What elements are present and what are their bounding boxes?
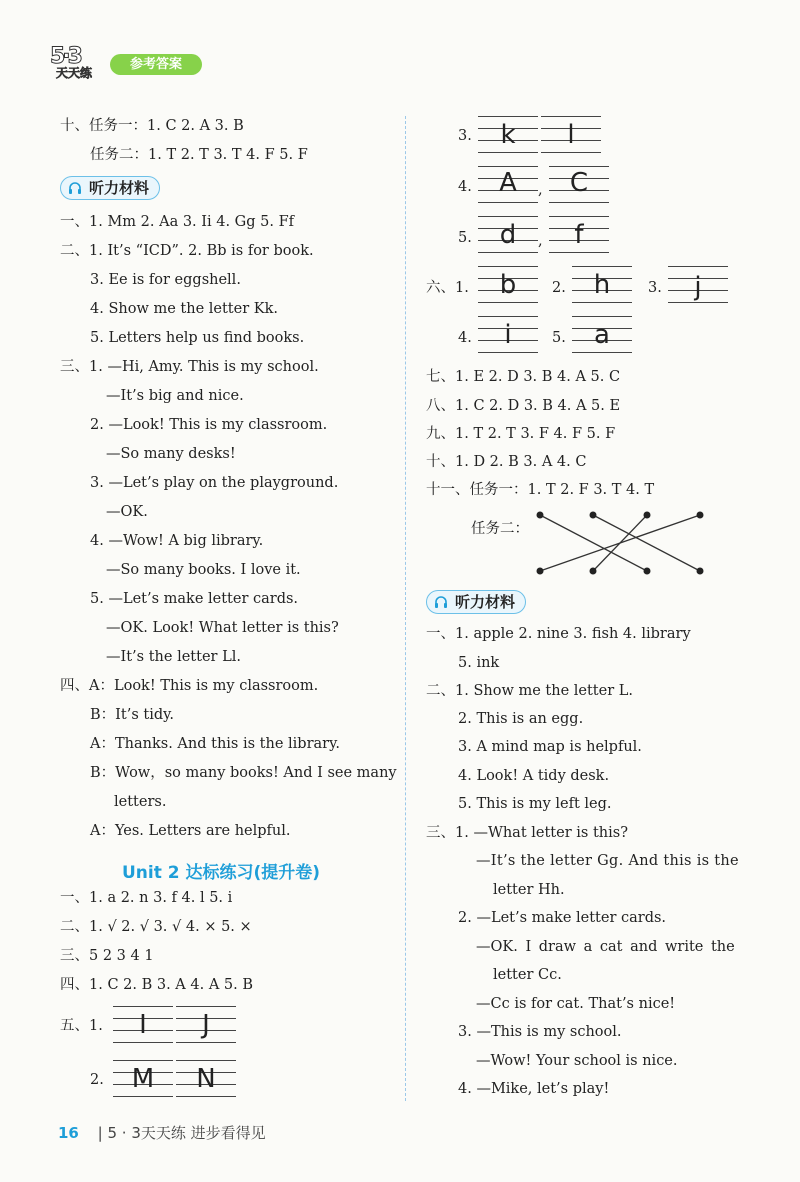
writing-lines bbox=[549, 216, 609, 254]
answer-line: 十一、任务一：1. T 2. F 3. T 4. T bbox=[426, 482, 655, 498]
section-10-task-1: 十、任务一：1. C 2. A 3. B bbox=[60, 118, 244, 134]
footer-separator: | bbox=[97, 1124, 103, 1142]
writing-lines bbox=[668, 266, 728, 304]
listening-material-heading bbox=[426, 590, 526, 614]
listening-line: 3. —This is my school. bbox=[458, 1024, 622, 1040]
listening-line: 5. ink bbox=[458, 655, 500, 671]
logo-subtitle: 天天练 bbox=[56, 66, 93, 80]
listening-line: 5. This is my left leg. bbox=[458, 796, 612, 812]
match-dot bbox=[644, 568, 651, 575]
listening-line: 5. Letters help us find books. bbox=[90, 330, 305, 346]
answer-line: 七、1. E 2. D 3. B 4. A 5. C bbox=[426, 369, 621, 385]
writing-lines bbox=[572, 266, 632, 304]
written-letter: C bbox=[569, 168, 589, 198]
writing-lines bbox=[113, 1060, 173, 1098]
comma: , bbox=[538, 182, 543, 198]
listening-line: —So many desks! bbox=[106, 446, 236, 462]
answer-line: 一、1. a 2. n 3. f 4. l 5. i bbox=[60, 890, 233, 906]
page-number: 16 bbox=[58, 1124, 79, 1142]
listening-line: 4. —Wow! A big library. bbox=[90, 533, 264, 549]
writing-lines bbox=[176, 1006, 236, 1044]
writing-lines bbox=[478, 116, 538, 154]
listening-line: —OK. bbox=[106, 504, 148, 520]
written-letter: l bbox=[567, 120, 575, 150]
listening-line: —Wow! Your school is nice. bbox=[476, 1053, 678, 1069]
written-letter: M bbox=[131, 1064, 155, 1094]
answer-line: 九、1. T 2. T 3. F 4. F 5. F bbox=[426, 426, 616, 442]
listening-line: 三、1. —Hi, Amy. This is my school. bbox=[60, 359, 319, 375]
written-letter: i bbox=[504, 320, 512, 350]
listening-line: 2. —Let’s make letter cards. bbox=[458, 910, 667, 926]
matching-diagram bbox=[530, 505, 710, 580]
listening-line: 二、1. It’s “ICD”. 2. Bb is for book. bbox=[60, 243, 314, 259]
match-dot bbox=[590, 512, 597, 519]
logo bbox=[50, 46, 106, 80]
listening-line: —OK. Look! What letter is this? bbox=[106, 620, 339, 636]
writing-lines bbox=[541, 116, 601, 154]
match-dot bbox=[537, 512, 544, 519]
listening-line: 一、1. Mm 2. Aa 3. Ii 4. Gg 5. Ff bbox=[60, 214, 295, 230]
answer-line: 三、5 2 3 4 1 bbox=[60, 948, 154, 964]
listening-line: 一、1. apple 2. nine 3. fish 4. library bbox=[426, 626, 691, 642]
match-dot bbox=[590, 568, 597, 575]
answer-line: 二、1. √ 2. √ 3. √ 4. × 5. × bbox=[60, 919, 252, 935]
written-letter: J bbox=[202, 1010, 210, 1040]
match-line bbox=[593, 515, 700, 571]
writing-lines bbox=[478, 166, 538, 204]
match-dot bbox=[697, 568, 704, 575]
match-dot bbox=[644, 512, 651, 519]
listening-title: 听力材料 bbox=[455, 593, 516, 611]
listening-line: 3. —Let’s play on the playground. bbox=[90, 475, 339, 491]
listening-line: 5. —Let’s make letter cards. bbox=[90, 591, 299, 607]
answer-label: 五、1. bbox=[60, 1018, 103, 1034]
answer-label: 3. bbox=[458, 128, 472, 144]
answer-label: 5. bbox=[552, 330, 566, 346]
listening-line: —OK. I draw a cat and write the bbox=[476, 939, 735, 955]
written-letter: f bbox=[574, 220, 584, 250]
answer-label: 5. bbox=[458, 230, 472, 246]
footer-slogan: 5 · 3天天练 进步看得见 bbox=[107, 1124, 266, 1142]
writing-lines bbox=[113, 1006, 173, 1044]
listening-line: letters. bbox=[114, 794, 167, 810]
listening-line: —It’s the letter Ll. bbox=[106, 649, 241, 665]
listening-line: —So many books. I love it. bbox=[106, 562, 301, 578]
answer-label: 4. bbox=[458, 179, 472, 195]
listening-line: 2. —Look! This is my classroom. bbox=[90, 417, 328, 433]
listening-line: A：Thanks. And this is the library. bbox=[90, 736, 340, 752]
answer-line: 十、1. D 2. B 3. A 4. C bbox=[426, 454, 587, 470]
writing-lines bbox=[478, 316, 538, 354]
listening-line: letter Cc. bbox=[493, 967, 562, 983]
listening-line: —It’s big and nice. bbox=[106, 388, 244, 404]
listening-line: A：Yes. Letters are helpful. bbox=[90, 823, 291, 839]
listening-line: 二、1. Show me the letter L. bbox=[426, 683, 633, 699]
task-2-label: 任务二： bbox=[471, 521, 529, 537]
answer-label: 4. bbox=[458, 330, 472, 346]
answer-label: 2. bbox=[90, 1072, 104, 1088]
section-10-task-2: 任务二：1. T 2. T 3. T 4. F 5. F bbox=[90, 147, 308, 163]
writing-lines bbox=[549, 166, 609, 204]
answer-line: 八、1. C 2. D 3. B 4. A 5. E bbox=[426, 398, 621, 414]
written-letter: j bbox=[694, 272, 702, 302]
comma: , bbox=[538, 233, 543, 249]
page-footer bbox=[58, 1122, 266, 1143]
written-letter: b bbox=[499, 270, 517, 300]
written-letter: d bbox=[499, 220, 517, 250]
written-letter: k bbox=[500, 120, 516, 150]
listening-title: 听力材料 bbox=[89, 179, 150, 197]
listening-line: 3. Ee is for eggshell. bbox=[90, 272, 241, 288]
writing-lines bbox=[572, 316, 632, 354]
listening-line: letter Hh. bbox=[493, 882, 565, 898]
listening-line: B：Wow，so many books! And I see many bbox=[90, 765, 397, 781]
headphones-icon bbox=[68, 181, 82, 195]
listening-material-heading bbox=[60, 176, 160, 200]
listening-line: 2. This is an egg. bbox=[458, 711, 584, 727]
match-line bbox=[540, 515, 647, 571]
listening-line: 四、A：Look! This is my classroom. bbox=[60, 678, 319, 694]
written-letter: h bbox=[593, 270, 611, 300]
column-divider bbox=[405, 116, 406, 1101]
listening-line: 4. Show me the letter Kk. bbox=[90, 301, 278, 317]
answer-label: 3. bbox=[648, 280, 662, 296]
answer-key-badge: 参考答案 bbox=[110, 54, 202, 75]
logo-number: 5·3 bbox=[50, 44, 80, 69]
headphones-icon bbox=[434, 595, 448, 609]
writing-lines bbox=[176, 1060, 236, 1098]
unit-2-title: Unit 2 达标练习(提升卷) bbox=[122, 863, 321, 883]
written-letter: N bbox=[196, 1064, 216, 1094]
match-line bbox=[540, 515, 700, 571]
match-dot bbox=[537, 568, 544, 575]
answer-label: 2. bbox=[552, 280, 566, 296]
answer-line: 四、1. C 2. B 3. A 4. A 5. B bbox=[60, 977, 254, 993]
listening-line: 4. —Mike, let’s play! bbox=[458, 1081, 610, 1097]
listening-line: B：It’s tidy. bbox=[90, 707, 174, 723]
listening-line: 三、1. —What letter is this? bbox=[426, 825, 628, 841]
listening-line: —It’s the letter Gg. And this is the bbox=[476, 853, 739, 869]
writing-lines bbox=[478, 266, 538, 304]
listening-line: 4. Look! A tidy desk. bbox=[458, 768, 610, 784]
match-dot bbox=[697, 512, 704, 519]
written-letter: A bbox=[499, 168, 517, 198]
writing-lines bbox=[478, 216, 538, 254]
written-letter: I bbox=[139, 1010, 147, 1040]
listening-line: 3. A mind map is helpful. bbox=[458, 739, 642, 755]
answer-label: 六、1. bbox=[426, 280, 469, 296]
listening-line: —Cc is for cat. That’s nice! bbox=[476, 996, 676, 1012]
written-letter: a bbox=[594, 320, 610, 350]
